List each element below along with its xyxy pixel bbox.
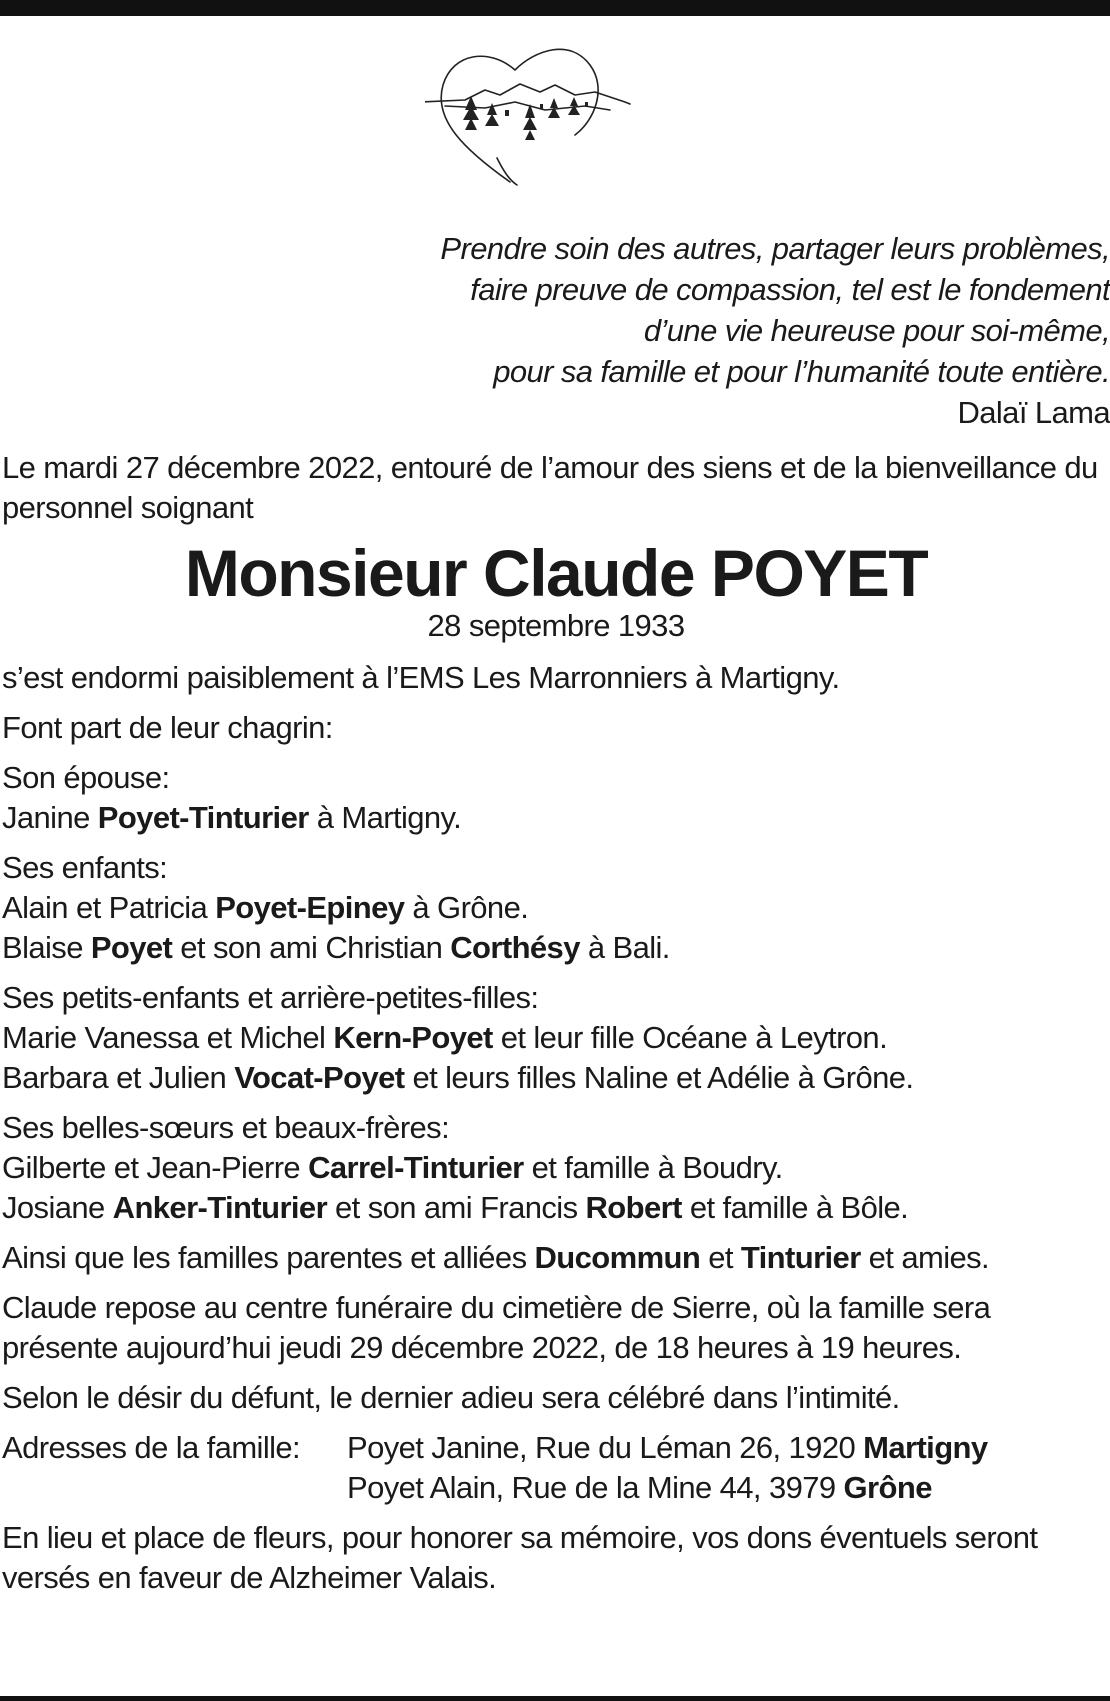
quote-line: faire preuve de compassion, tel est le fondement [470,272,1110,307]
address-lines [347,1428,988,1508]
family-surname: Corthésy [450,930,580,965]
family-surname: Tinturier [740,1240,861,1275]
family-surname: Poyet-Tinturier [97,800,309,835]
epigraph-quote [350,228,1110,433]
address-city: Grône [843,1470,932,1505]
passing-text: s’est endormi paisiblement à l’EMS Les Marronniers à Martigny. [2,660,840,695]
section-heading: Son épouse: [2,760,170,795]
family-text: Gilberte et Jean-Pierre [2,1150,309,1185]
address-line [347,1468,988,1508]
section-heading: Ses petits-enfants et arrière-petites-filles: [2,980,539,1015]
family-text: à Grône. [404,890,529,925]
family-text: Josiane [2,1190,113,1225]
family-surname: Vocat-Poyet [234,1060,405,1095]
family-addresses [2,1428,1110,1508]
address-text: Poyet Alain, Rue de la Mine 44, 3979 [347,1470,844,1505]
relatives-text [2,1238,1110,1278]
family-text: et [700,1240,741,1275]
bottom-border-rule [0,1696,1110,1701]
family-surname: Poyet [90,930,173,965]
family-text: Janine [2,800,98,835]
family-surname: Carrel-Tinturier [308,1150,524,1185]
announcement-text: Font part de leur chagrin: [2,710,333,745]
quote-line: Prendre soin des autres, partager leurs problèmes, [440,231,1110,266]
family-surname: Ducommun [534,1240,701,1275]
addresses-label: Adresses de la famille: [2,1430,301,1465]
birth-date: 28 septembre 1933 [427,608,685,643]
family-text: à Bali. [579,930,670,965]
intro-text: Le mardi 27 décembre 2022, entouré de l’amour des siens et de la bienveillance du personnel soignant [2,450,1098,525]
family-surname: Anker-Tinturier [112,1190,328,1225]
address-text: Poyet Janine, Rue du Léman 26, 1920 [347,1430,864,1465]
rest-place-text: Claude repose au centre funéraire du cimetière de Sierre, où la famille sera présente aujourd’hui jeudi 29 décembre 2022, de 18 heures à 19 heures. [2,1290,991,1365]
heart-mountains-icon [425,40,685,205]
family-text: Blaise [2,930,91,965]
family-surname: Robert [585,1190,682,1225]
donations-text: En lieu et place de fleurs, pour honorer sa mémoire, vos dons éventuels seront versés en faveur de Alzheimer Valais. [2,1520,1038,1595]
family-text: Alain et Patricia [2,890,216,925]
family-text: Marie Vanessa et Michel [2,1020,334,1055]
ceremony-text: Selon le désir du défunt, le dernier adieu sera célébré dans l’intimité. [2,1380,900,1415]
family-surname: Poyet-Epiney [215,890,405,925]
grandchildren-section [2,978,1110,1098]
family-text: et amies. [860,1240,990,1275]
family-text: et famille à Bôle. [681,1190,909,1225]
family-text: et leur fille Océane à Leytron. [492,1020,888,1055]
family-text: et son ami Francis [327,1190,586,1225]
children-section [2,848,1110,968]
family-text: et leurs filles Naline et Adélie à Grône. [404,1060,914,1095]
address-city: Martigny [863,1430,988,1465]
top-border-rule [0,0,1110,16]
spouse-section [2,758,1110,838]
family-text: et famille à Boudry. [523,1150,783,1185]
family-text: Barbara et Julien [2,1060,235,1095]
quote-line: pour sa famille et pour l’humanité toute entière. [493,354,1110,389]
quote-author: Dalaï Lama [957,395,1110,430]
family-text: Ainsi que les familles parentes et alliées [2,1240,535,1275]
family-text: à Martigny. [308,800,462,835]
section-heading: Ses enfants: [2,850,168,885]
family-text: et son ami Christian [172,930,451,965]
in-laws-section [2,1108,1110,1228]
deceased-name: Monsieur Claude POYET [184,536,928,610]
quote-line: d’une vie heureuse pour soi-même, [643,313,1110,348]
family-surname: Kern-Poyet [333,1020,493,1055]
section-heading: Ses belles-sœurs et beaux-frères: [2,1110,450,1145]
address-line [347,1428,988,1468]
obituary-body [2,448,1110,1608]
